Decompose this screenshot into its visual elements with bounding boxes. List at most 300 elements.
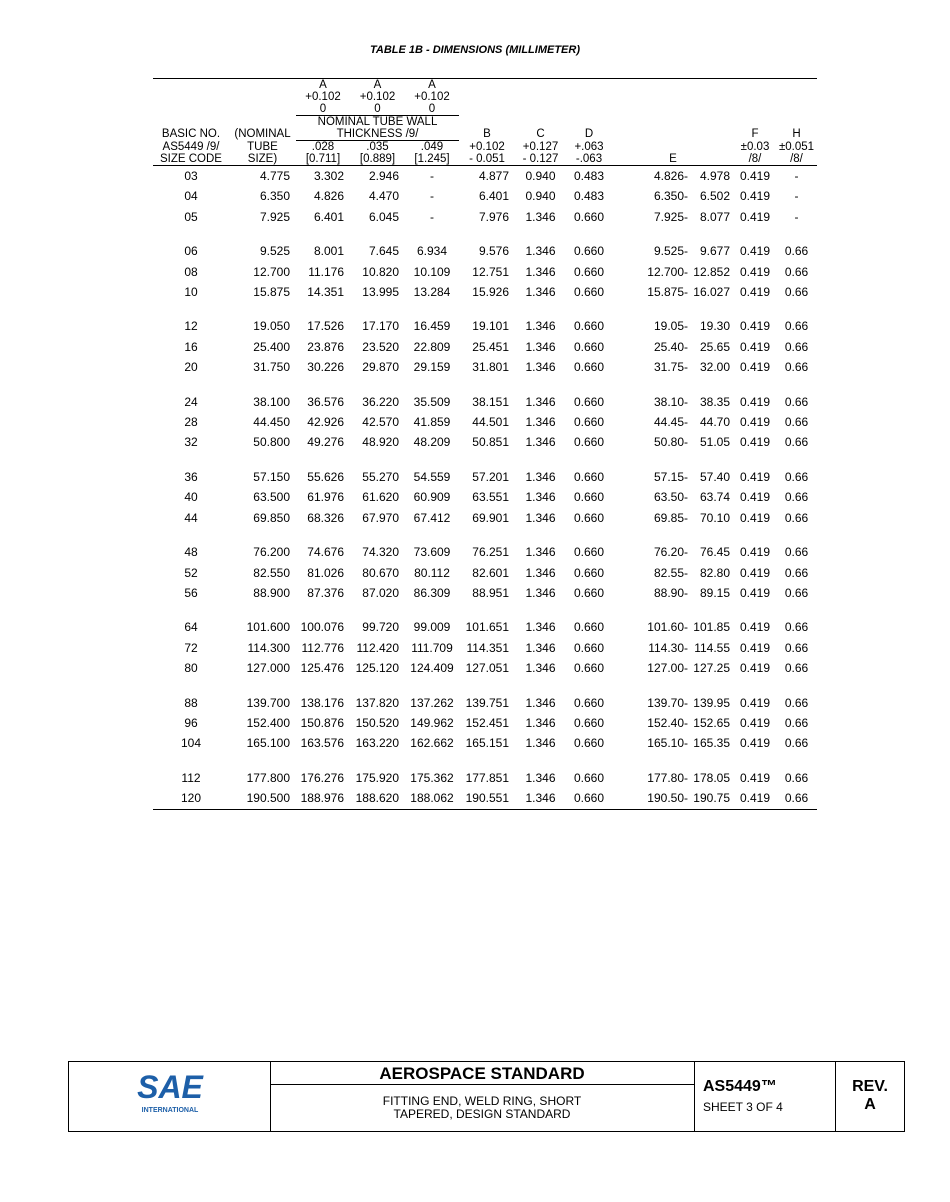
cell-b: 25.451 <box>472 339 509 354</box>
header-f-3: /8/ <box>734 153 776 166</box>
cell-d: 0.660 <box>573 360 605 375</box>
cell-d: 0.483 <box>573 169 605 183</box>
cell-c: 1.346 <box>525 640 556 655</box>
cell-f: 0.419 <box>739 285 771 300</box>
table-row <box>153 357 817 377</box>
header-wall-049-mm: [1.245] <box>405 153 459 166</box>
cell-a-028: 49.276 <box>307 435 344 450</box>
cell-a-035: 175.920 <box>355 770 399 785</box>
header-b-1: B <box>483 128 491 141</box>
cell-size-code: 24 <box>184 394 198 409</box>
cell-b: 139.751 <box>465 695 509 710</box>
cell-a-035: 150.520 <box>355 715 399 730</box>
cell-a-049: 60.909 <box>413 490 451 505</box>
group-spacer <box>153 227 817 241</box>
cell-a-035: 23.520 <box>362 339 399 354</box>
cell-e-max: 89.15 <box>699 585 730 600</box>
cell-size-code: 08 <box>184 264 198 279</box>
cell-e-min: 50.80- <box>653 435 688 450</box>
cell-f: 0.419 <box>739 695 771 710</box>
cell-a-035: 55.270 <box>362 469 399 484</box>
cell-a-035: 4.470 <box>368 189 399 204</box>
cell-e-max: 57.40 <box>699 469 730 484</box>
cell-a-035: 13.995 <box>362 285 399 300</box>
cell-d: 0.660 <box>573 640 605 655</box>
cell-size-code: 10 <box>184 285 198 300</box>
cell-d: 0.660 <box>573 469 605 484</box>
dimensions-table <box>153 78 817 810</box>
cell-d: 0.660 <box>573 510 605 525</box>
cell-b: 63.551 <box>472 490 509 505</box>
header-e: E <box>612 153 734 166</box>
header-c-2: +0.127 <box>522 140 559 153</box>
header-basic-no-3: SIZE CODE <box>153 153 229 166</box>
cell-a-035: 17.170 <box>362 319 399 334</box>
header-a-tol-plus: +0.102 <box>305 91 341 103</box>
cell-size-code: 72 <box>184 640 198 655</box>
cell-a-049: 35.509 <box>413 394 451 409</box>
cell-h: 0.66 <box>784 661 809 676</box>
cell-a-035: 67.970 <box>362 510 399 525</box>
cell-a-028: 61.976 <box>307 490 344 505</box>
cell-e-min: 114.30- <box>648 640 688 655</box>
cell-a-049: - <box>430 169 434 183</box>
cell-h: - <box>794 169 799 183</box>
document-number: AS5449™ <box>703 1078 777 1095</box>
cell-d: 0.660 <box>573 620 605 635</box>
cell-d: 0.660 <box>573 661 605 676</box>
svg-text:SAE: SAE <box>137 1070 203 1105</box>
cell-a-035: 2.946 <box>368 169 399 183</box>
cell-e-min: 177.80- <box>647 770 688 785</box>
cell-h: - <box>794 209 799 224</box>
header-nominal-3: SIZE) <box>229 153 296 166</box>
cell-h: 0.66 <box>784 510 809 525</box>
table-row <box>153 241 817 261</box>
revision-value: A <box>864 1096 876 1113</box>
cell-a-028: 14.351 <box>307 285 344 300</box>
logo-cell <box>69 1062 271 1131</box>
cell-f: 0.419 <box>739 169 771 183</box>
cell-b: 114.351 <box>466 640 509 655</box>
table-row <box>153 316 817 336</box>
cell-d: 0.660 <box>573 791 605 806</box>
cell-nominal-size: 19.050 <box>253 319 290 334</box>
cell-c: 1.346 <box>525 490 556 505</box>
cell-h: 0.66 <box>784 469 809 484</box>
cell-a-035: 42.570 <box>362 415 399 430</box>
cell-d: 0.660 <box>573 585 605 600</box>
header-d-1: D <box>584 128 594 141</box>
cell-e-max: 44.70 <box>699 415 730 430</box>
table-row <box>153 788 817 809</box>
header-b-3: - 0.051 <box>459 153 515 166</box>
cell-c: 1.346 <box>525 264 556 279</box>
cell-size-code: 56 <box>184 585 198 600</box>
cell-nominal-size: 63.500 <box>253 490 290 505</box>
cell-a-049: 137.262 <box>410 695 454 710</box>
cell-h: 0.66 <box>784 695 809 710</box>
cell-e-min: 9.525- <box>653 244 688 259</box>
cell-nominal-size: 57.150 <box>253 469 290 484</box>
cell-e-min: 25.40- <box>653 339 688 354</box>
cell-e-min: 38.10- <box>653 394 688 409</box>
table-row <box>153 508 817 528</box>
cell-a-028: 30.226 <box>307 360 344 375</box>
cell-nominal-size: 177.800 <box>246 770 290 785</box>
table-row <box>153 768 817 788</box>
cell-d: 0.660 <box>573 715 605 730</box>
cell-a-049: 149.962 <box>410 715 454 730</box>
header-d-3: -.063 <box>566 153 612 166</box>
cell-b: 152.451 <box>465 715 509 730</box>
cell-b: 31.801 <box>472 360 509 375</box>
cell-f: 0.419 <box>739 435 771 450</box>
cell-b: 44.501 <box>472 415 509 430</box>
cell-b: 15.926 <box>472 285 509 300</box>
cell-e-min: 6.350- <box>653 189 688 204</box>
cell-c: 1.346 <box>525 360 556 375</box>
cell-h: 0.66 <box>784 360 809 375</box>
cell-e-max: 82.80 <box>699 565 730 580</box>
cell-h: 0.66 <box>784 565 809 580</box>
cell-nominal-size: 38.100 <box>253 394 290 409</box>
cell-e-min: 69.85- <box>653 510 688 525</box>
cell-e-min: 82.55- <box>653 565 688 580</box>
title-block <box>68 1061 905 1132</box>
cell-a-028: 87.376 <box>307 585 344 600</box>
cell-f: 0.419 <box>739 640 771 655</box>
cell-f: 0.419 <box>739 469 771 484</box>
cell-nominal-size: 12.700 <box>253 264 290 279</box>
table-row <box>153 282 817 302</box>
cell-f: 0.419 <box>739 510 771 525</box>
cell-size-code: 16 <box>184 339 198 354</box>
cell-e-min: 4.826- <box>653 169 688 183</box>
document-title <box>270 1085 694 1121</box>
cell-a-035: 36.220 <box>362 394 399 409</box>
group-spacer <box>153 603 817 617</box>
table-row <box>153 583 817 603</box>
cell-e-max: 9.677 <box>699 244 730 259</box>
cell-e-min: 101.60- <box>647 620 688 635</box>
cell-nominal-size: 6.350 <box>259 189 290 204</box>
cell-nominal-size: 190.500 <box>246 791 290 806</box>
cell-nominal-size: 50.800 <box>253 435 290 450</box>
cell-a-049: 99.009 <box>413 620 451 635</box>
cell-b: 177.851 <box>465 770 509 785</box>
cell-e-max: 38.35 <box>699 394 730 409</box>
table-row <box>153 337 817 357</box>
header-a-035: A <box>373 79 382 91</box>
header-a-tol-minus: 0 <box>350 103 405 116</box>
header-wall-028: .028 <box>311 141 335 153</box>
cell-nominal-size: 15.875 <box>253 285 290 300</box>
cell-e-max: 70.10 <box>699 510 730 525</box>
cell-h: 0.66 <box>784 770 809 785</box>
cell-a-035: 137.820 <box>355 695 399 710</box>
group-spacer <box>153 378 817 392</box>
table-row <box>153 487 817 507</box>
cell-a-028: 74.676 <box>307 545 344 560</box>
table-body <box>153 166 817 810</box>
cell-h: 0.66 <box>784 264 809 279</box>
cell-f: 0.419 <box>739 415 771 430</box>
cell-e-min: 31.75- <box>653 360 688 375</box>
cell-size-code: 48 <box>184 545 198 560</box>
cell-c: 1.346 <box>525 319 556 334</box>
cell-a-049: 13.284 <box>413 285 451 300</box>
cell-f: 0.419 <box>739 791 771 806</box>
cell-d: 0.660 <box>573 394 605 409</box>
cell-c: 1.346 <box>525 244 556 259</box>
cell-a-049: 48.209 <box>413 435 451 450</box>
cell-f: 0.419 <box>739 189 771 204</box>
cell-d: 0.660 <box>573 244 605 259</box>
cell-a-028: 23.876 <box>307 339 344 354</box>
table-row <box>153 563 817 583</box>
cell-a-035: 10.820 <box>362 264 399 279</box>
cell-c: 1.346 <box>525 435 556 450</box>
cell-a-049: 73.609 <box>413 545 451 560</box>
cell-a-049: 54.559 <box>413 469 451 484</box>
document-title-line1: FITTING END, WELD RING, SHORT <box>382 1094 582 1108</box>
cell-b: 165.151 <box>465 736 509 751</box>
cell-nominal-size: 88.900 <box>253 585 290 600</box>
cell-nominal-size: 25.400 <box>253 339 290 354</box>
cell-a-035: 74.320 <box>362 545 399 560</box>
cell-b: 38.151 <box>472 394 509 409</box>
cell-b: 88.951 <box>472 585 509 600</box>
cell-c: 1.346 <box>525 394 556 409</box>
header-a-049: A <box>428 79 436 91</box>
cell-b: 127.051 <box>465 661 509 676</box>
cell-d: 0.660 <box>573 736 605 751</box>
cell-a-049: 162.662 <box>410 736 454 751</box>
cell-h: 0.66 <box>784 640 809 655</box>
cell-a-035: 6.045 <box>368 209 399 224</box>
cell-e-max: 101.85 <box>693 620 730 635</box>
cell-size-code: 88 <box>184 695 198 710</box>
cell-e-min: 44.45- <box>653 415 688 430</box>
cell-b: 6.401 <box>478 189 509 204</box>
cell-h: 0.66 <box>784 545 809 560</box>
cell-size-code: 05 <box>184 209 198 224</box>
header-basic-no-1: BASIC NO. <box>161 128 221 141</box>
cell-f: 0.419 <box>739 585 771 600</box>
cell-a-028: 150.876 <box>300 715 344 730</box>
cell-size-code: 80 <box>184 661 198 676</box>
cell-a-028: 112.776 <box>301 640 344 655</box>
cell-f: 0.419 <box>739 264 771 279</box>
cell-a-035: 80.670 <box>362 565 399 580</box>
cell-b: 12.751 <box>472 264 509 279</box>
header-f-2: ±0.03 <box>740 140 770 153</box>
cell-b: 101.651 <box>465 620 509 635</box>
cell-b: 7.976 <box>478 209 509 224</box>
cell-f: 0.419 <box>739 394 771 409</box>
cell-nominal-size: 152.400 <box>246 715 290 730</box>
cell-a-035: 163.220 <box>355 736 399 751</box>
table-row <box>153 186 817 206</box>
cell-a-028: 68.326 <box>307 510 344 525</box>
cell-a-028: 42.926 <box>307 415 344 430</box>
cell-a-049: 80.112 <box>414 565 450 580</box>
cell-a-028: 163.576 <box>300 736 344 751</box>
cell-nominal-size: 76.200 <box>253 545 290 560</box>
cell-e-min: 88.90- <box>653 585 688 600</box>
cell-d: 0.660 <box>573 435 605 450</box>
cell-e-min: 152.40- <box>647 715 688 730</box>
group-spacer <box>153 453 817 467</box>
cell-d: 0.660 <box>573 770 605 785</box>
cell-c: 1.346 <box>525 285 556 300</box>
cell-a-049: 67.412 <box>413 510 451 525</box>
cell-a-049: 86.309 <box>413 585 451 600</box>
cell-d: 0.660 <box>573 695 605 710</box>
header-d-2: +.063 <box>574 140 604 153</box>
cell-a-028: 6.401 <box>313 209 344 224</box>
cell-e-max: 178.05 <box>693 770 730 785</box>
header-c-1: C <box>536 128 545 141</box>
cell-e-max: 190.75 <box>693 791 730 806</box>
cell-a-028: 125.476 <box>300 661 344 676</box>
header-wall-049: .049 <box>420 141 444 153</box>
cell-c: 1.346 <box>525 791 556 806</box>
cell-c: 0.940 <box>525 189 556 204</box>
table-row <box>153 542 817 562</box>
cell-b: 19.101 <box>472 319 509 334</box>
cell-f: 0.419 <box>739 620 771 635</box>
cell-h: 0.66 <box>784 435 809 450</box>
header-h-3: /8/ <box>776 153 817 166</box>
table-title: TABLE 1B - DIMENSIONS (MILLIMETER) <box>369 44 580 56</box>
cell-a-035: 188.620 <box>355 791 399 806</box>
cell-c: 1.346 <box>525 770 556 785</box>
cell-size-code: 28 <box>184 415 198 430</box>
cell-nominal-size: 82.550 <box>253 565 290 580</box>
cell-c: 1.346 <box>525 510 556 525</box>
cell-f: 0.419 <box>739 319 771 334</box>
table-row <box>153 733 817 753</box>
cell-h: 0.66 <box>784 736 809 751</box>
cell-d: 0.483 <box>573 189 605 204</box>
cell-b: 190.551 <box>465 791 509 806</box>
cell-e-min: 76.20- <box>653 545 688 560</box>
cell-size-code: 20 <box>184 360 198 375</box>
cell-a-049: 124.409 <box>410 661 454 676</box>
cell-e-min: 165.10- <box>647 736 688 751</box>
cell-d: 0.660 <box>573 415 605 430</box>
cell-h: 0.66 <box>784 490 809 505</box>
cell-e-max: 6.502 <box>699 189 730 204</box>
cell-nominal-size: 139.700 <box>246 695 290 710</box>
cell-e-max: 63.74 <box>699 490 730 505</box>
cell-a-035: 87.020 <box>362 585 399 600</box>
cell-size-code: 03 <box>184 169 198 183</box>
cell-h: 0.66 <box>784 244 809 259</box>
cell-a-028: 55.626 <box>307 469 344 484</box>
cell-nominal-size: 44.450 <box>253 415 290 430</box>
cell-b: 57.201 <box>472 469 509 484</box>
cell-h: 0.66 <box>784 715 809 730</box>
cell-nominal-size: 69.850 <box>253 510 290 525</box>
cell-a-049: 10.109 <box>413 264 451 279</box>
cell-a-028: 11.176 <box>308 264 344 279</box>
cell-a-049: 175.362 <box>410 770 454 785</box>
cell-size-code: 32 <box>184 435 198 450</box>
header-nominal-1: (NOMINAL <box>234 128 291 141</box>
cell-a-028: 188.976 <box>300 791 344 806</box>
cell-d: 0.660 <box>573 339 605 354</box>
cell-a-049: - <box>430 189 434 204</box>
table-row <box>153 432 817 452</box>
cell-a-028: 17.526 <box>307 319 344 334</box>
cell-f: 0.419 <box>739 565 771 580</box>
header-a-tol-minus: 0 <box>296 103 350 116</box>
cell-size-code: 40 <box>184 490 198 505</box>
header-c-3: - 0.127 <box>515 153 566 166</box>
cell-c: 1.346 <box>525 715 556 730</box>
cell-h: 0.66 <box>784 585 809 600</box>
svg-text:INTERNATIONAL: INTERNATIONAL <box>141 1107 199 1114</box>
cell-nominal-size: 127.000 <box>246 661 290 676</box>
cell-a-035: 99.720 <box>362 620 399 635</box>
cell-a-028: 36.576 <box>307 394 344 409</box>
cell-a-035: 7.645 <box>368 244 399 259</box>
cell-b: 82.601 <box>472 565 509 580</box>
header-basic-no-2: AS5449 /9/ <box>162 140 220 153</box>
cell-h: 0.66 <box>784 791 809 806</box>
cell-size-code: 104 <box>180 736 202 751</box>
table-header <box>153 79 817 166</box>
group-spacer <box>153 754 817 768</box>
cell-h: - <box>794 189 799 204</box>
cell-e-min: 7.925- <box>653 209 688 224</box>
cell-f: 0.419 <box>739 339 771 354</box>
cell-size-code: 12 <box>184 319 198 334</box>
cell-a-035: 125.120 <box>355 661 399 676</box>
cell-a-049: 188.062 <box>410 791 454 806</box>
header-nominal-2: TUBE <box>247 140 278 153</box>
cell-c: 1.346 <box>525 545 556 560</box>
cell-b: 4.877 <box>478 169 509 183</box>
cell-d: 0.660 <box>573 285 605 300</box>
cell-h: 0.66 <box>784 620 809 635</box>
header-b-2: +0.102 <box>469 140 505 153</box>
cell-e-max: 114.55 <box>694 640 730 655</box>
cell-size-code: 44 <box>184 510 198 525</box>
cell-c: 1.346 <box>525 339 556 354</box>
cell-size-code: 04 <box>184 189 198 204</box>
revision-label: REV. <box>852 1078 888 1095</box>
header-wall-035: .035 <box>366 141 389 153</box>
cell-a-028: 176.276 <box>300 770 344 785</box>
cell-d: 0.660 <box>573 565 605 580</box>
cell-a-028: 8.001 <box>313 244 344 259</box>
cell-size-code: 112 <box>181 770 201 785</box>
cell-f: 0.419 <box>739 209 771 224</box>
cell-e-max: 19.30 <box>699 319 730 334</box>
cell-h: 0.66 <box>784 339 809 354</box>
cell-f: 0.419 <box>739 736 771 751</box>
cell-h: 0.66 <box>784 285 809 300</box>
cell-e-max: 165.35 <box>693 736 730 751</box>
cell-e-min: 15.875- <box>647 285 688 300</box>
cell-d: 0.660 <box>573 209 605 224</box>
cell-c: 1.346 <box>525 585 556 600</box>
table-row <box>153 713 817 733</box>
